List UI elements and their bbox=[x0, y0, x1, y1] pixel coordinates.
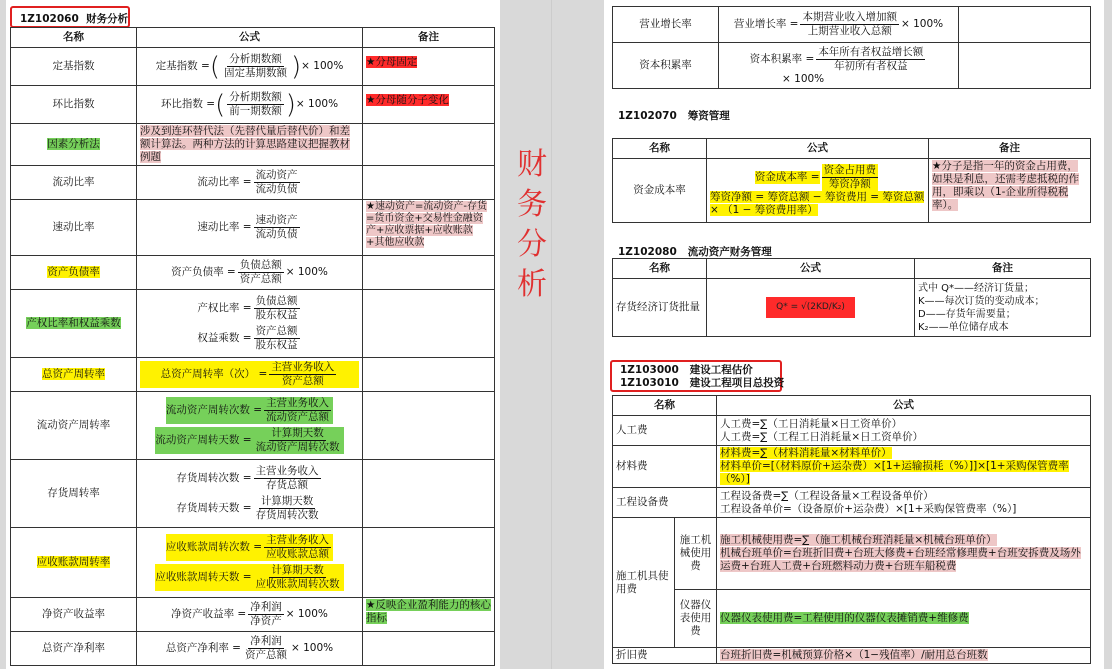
table-row: 流动资产周转率 流动资产周转次数 = $\frac{\text{主营业务收入}}{\text{流动资产总额}}$ 流动资产周转天数 = $\frac{\text{计算期天数}}{\text{流动资产周转次数}}$ bbox=[11, 392, 495, 460]
section-heading-financing: 1Z102070 筹资管理 bbox=[618, 110, 730, 122]
table-row: 材料费 材料费=∑（材料消耗量×材料单价） 材料单价=[（材料原价+运杂费）×[1+运输损耗（%）]]×[1+采购保管费率（%）] bbox=[613, 446, 1091, 488]
section-heading-construction: 1Z103000 建设工程估价 1Z103010 建设工程项目总投资 bbox=[610, 360, 782, 392]
table-row: 资金成本率 资金成本率 = $\frac{\text{资金占用费}}{\text{筹资净额}}$ 筹资净额 = 筹资总额 − 筹资费用 = 筹资总额 × （1 − 筹资费用率） ★分子是指一年的资金占用费，如果是利息，还需考虑抵税的作用，即乘以（1-企业所得税税率）。 bbox=[613, 159, 1091, 223]
page-divider bbox=[551, 0, 552, 669]
header-formula: 公式 bbox=[137, 28, 363, 48]
section-heading-current-assets: 1Z102080 流动资产财务管理 bbox=[618, 246, 772, 258]
table-row: 因素分析法 涉及到连环替代法（先替代量后替代价）和差额计算法。两种方法的计算思路建议把握教材例题 bbox=[11, 124, 495, 166]
table-row: 产权比率和权益乘数 产权比率 = $\frac{\text{负债总额}}{\text{股东权益}}$ 权益乘数 = $\frac{\text{资产总额}}{\text{股东权益}}$ bbox=[11, 290, 495, 358]
right-page bbox=[604, 0, 1104, 669]
side-title: 财 务 分 析 bbox=[517, 147, 547, 302]
table-row: 总资产周转率 总资产周转率（次） = $\frac{\text{主营业务收入}}{\text{资产总额}}$ bbox=[11, 358, 495, 392]
table-row: 资本积累率 资本积累率 = $\frac{\text{本年所有者权益增长额}}{\text{年初所有者权益}}$ × 100% bbox=[613, 43, 1091, 89]
growth-table bbox=[612, 6, 1091, 89]
table-row: 仪器仪表使用费 仪器仪表使用费=工程使用的仪器仪表摊销费+维修费 bbox=[613, 590, 1091, 648]
finance-analysis-table bbox=[10, 27, 495, 666]
table-row: 施工机具使用费 施工机械使用费 施工机械使用费=∑（施工机械台班消耗量×机械台班单价） 机械台班单价=台班折旧费+台班大修费+台班经常修理费+台班安拆费及场外运费+台班人工费+台班燃料动力费+台班车船税费 bbox=[613, 518, 1091, 590]
financing-table: 名称 公式 备注 资金成本率 资金成本率 = $\frac{\text{资金占用费}}{\text{筹资净额}}$ 筹资净额 = 筹资总额 − 筹资费用 = 筹资总额 × （1 − 筹资费用率） ★分子是指一年的资金占用费，如果是利息，还需考虑抵税的作用，即乘以（1-企业所得税税率）。 bbox=[612, 138, 1091, 223]
header-name: 名称 bbox=[11, 28, 137, 48]
table-row: 工程设备费 工程设备费=∑（工程设备量×工程设备单价） 工程设备单价=（设备原价+运杂费）×[1+采购保管费率（%）] bbox=[613, 488, 1091, 518]
table-row: 存货经济订货批量 Q* = √(2KD/K₂) 式中 Q*——经济订货量； K——每次订货的变动成本； D——存货年需要量； K₂——单位储存成本 bbox=[613, 279, 1091, 337]
table-row: 存货周转率 存货周转次数 = $\frac{\text{主营业务收入}}{\text{存货总额}}$ 存货周转天数 = $\frac{\text{计算期天数}}{\text{存货周转次数}}$ bbox=[11, 460, 495, 528]
table-row: 环比指数 环比指数 = ( $\frac{\text{分析期数额}}{\text{前一期数额}}$ ) × 100% ★分母随分子变化 bbox=[11, 86, 495, 124]
table-row: 营业增长率 营业增长率 = $\frac{\text{本期营业收入增加额}}{\text{上期营业收入总额}}$ × 100% bbox=[613, 7, 1091, 43]
current-assets-table: 名称 公式 备注 存货经济订货批量 Q* = √(2KD/K₂) 式中 Q*——经济订货量； K——每次订货的变动成本； D——存货年需要量； K₂——单位储存成本 bbox=[612, 258, 1091, 337]
table-row: 定基指数 定基指数 = ( $\frac{\text{分析期数额}}{\text{固定基期数额}}$ ) × 100% ★分母固定 bbox=[11, 48, 495, 86]
table-row: 净资产收益率 净资产收益率 = $\frac{\text{净利润}}{\text{净资产}}$ × 100% ★反映企业盈利能力的核心指标 bbox=[11, 598, 495, 632]
table-row: 人工费 人工费=∑（工日消耗量×日工资单价） 人工费=∑（工程工日消耗量×日工资单价） bbox=[613, 416, 1091, 446]
table-row: 应收账款周转率 应收账款周转次数 = $\frac{\text{主营业务收入}}{\text{应收账款总额}}$ 应收账款周转天数 = $\frac{\text{计算期天数}}{\text{应收账款周转次数}}$ bbox=[11, 528, 495, 598]
construction-cost-table: 名称 公式 人工费 人工费=∑（工日消耗量×日工资单价） 人工费=∑（工程工日消耗量×日工资单价） 材料费 材料费=∑（材料消耗量×材料单价） 材料单价=[（材料原价+运杂费）×[1+运输损耗（%）]]×[1+采购保管费率（%）] 工程设备费 工程设备费=∑（工程设备量×工程设备单价） 工程设备单价=（设备原价+运杂费）×[1+采购保管费率（%）] 施工机具使用费 施工机械使用费 施工机械使用费=∑（施工机械台班消耗量×机械台班单价） 机械台班单价=台班折旧费+台班大修费+台班经常修理费+台班安拆费及场外运费+台班人工费+台班燃料动力费+台班车船税费 仪器仪表使用费 仪器仪表使用费=工程使用的仪器仪表摊销费+维修费 折旧费 台班折旧费=机械预算价格×（1−残值率）/耐用总台班数 bbox=[612, 395, 1091, 664]
table-row: 折旧费 台班折旧费=机械预算价格×（1−残值率）/耐用总台班数 bbox=[613, 648, 1091, 664]
table-row: 总资产净利率 总资产净利率 = $\frac{\text{净利润}}{\text{资产总额}}$ × 100% bbox=[11, 632, 495, 666]
eoq-formula: Q* = √(2KD/K₂) bbox=[766, 297, 855, 318]
header-note: 备注 bbox=[363, 28, 495, 48]
table-row: 速动比率 速动比率 = $\frac{\text{速动资产}}{\text{流动负债}}$ ★速动资产=流动资产-存货=货币资金+交易性金融资产+应收票据+应收账款+其他应收款 bbox=[11, 200, 495, 256]
note-badge: ★分母固定 bbox=[366, 56, 418, 68]
section-heading-finance-analysis: 1Z102060 财务分析 bbox=[10, 6, 130, 28]
note-badge: ★分母随分子变化 bbox=[366, 94, 449, 106]
table-row: 流动比率 流动比率 = $\frac{\text{流动资产}}{\text{流动负债}}$ bbox=[11, 166, 495, 200]
table-row: 资产负债率 资产负债率 = $\frac{\text{负债总额}}{\text{资产总额}}$ × 100% bbox=[11, 256, 495, 290]
left-page bbox=[6, 0, 500, 669]
